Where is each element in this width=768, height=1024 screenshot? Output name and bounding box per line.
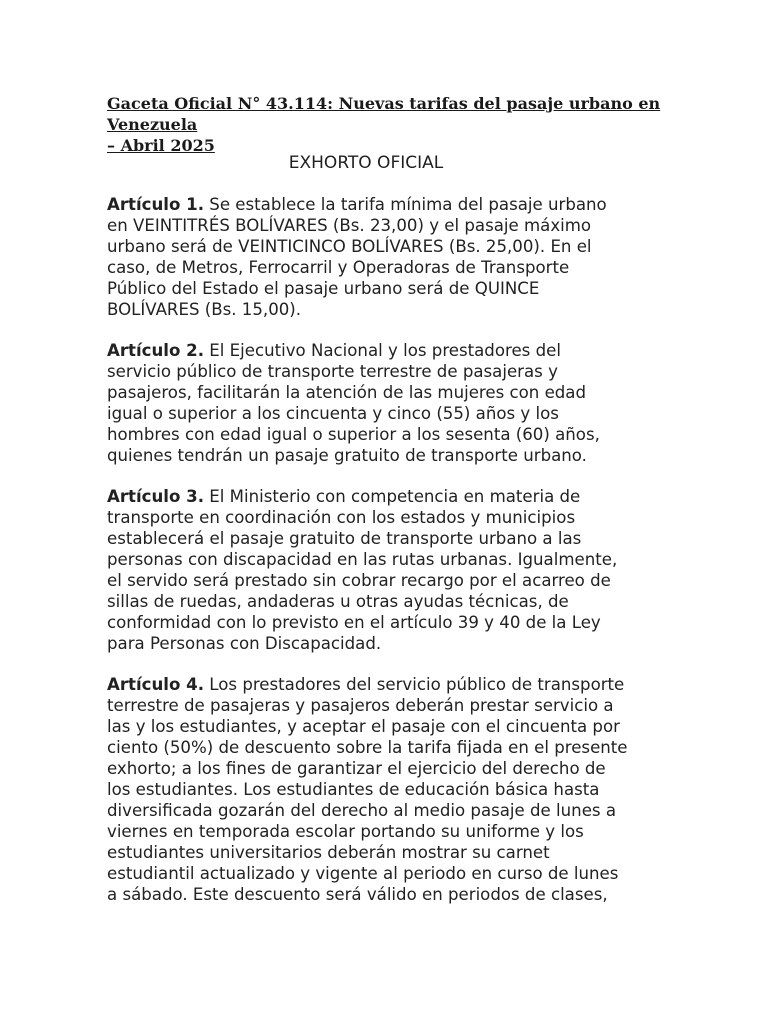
article-1 [107,194,662,320]
article-4-line-11: a sábado. Este descuento será válido en periodos de clases, [107,885,608,904]
article-2-line-5: hombres con edad igual o superior a los sesenta (60) años, [107,425,600,444]
article-1-label: Artículo 1. [107,195,205,214]
article-4-line-1: Los prestadores del servicio público de transporte [204,675,625,694]
document-subtitle: EXHORTO OFICIAL [288,153,444,173]
document-title-line-1: Gaceta Oficial N° 43.114: Nuevas tarifas del pasaje urbano en Venezuela [107,94,661,134]
article-3-line-4: personas con discapacidad en las rutas urbanas. Igualmente, [107,550,618,569]
document-title [107,93,667,156]
article-3-line-6: sillas de ruedas, andaderas u otras ayudas técnicas, de [107,592,569,611]
article-4-line-7: diversificada gozarán del derecho al medio pasaje de lunes a [107,801,616,820]
article-3-line-3: establecerá el pasaje gratuito de transporte urbano a las [107,529,582,548]
article-4-line-10: estudiantil actualizado y vigente al periodo en curso de lunes [107,864,619,883]
article-4-line-8: viernes en temporada escolar portando su uniforme y los [107,822,584,841]
article-3-line-8: para Personas con Discapacidad. [107,634,382,653]
article-3-line-2: transporte en coordinación con los estados y municipios [107,508,576,527]
article-4-line-4: ciento (50%) de descuento sobre la tarifa fijada en el presente [107,738,628,757]
article-1-line-4: caso, de Metros, Ferrocarril y Operadoras de Transporte [107,258,570,277]
document-title-line-2: – Abril 2025 [107,136,215,155]
article-2-line-3: pasajeros, facilitarán la atención de las mujeres con edad [107,383,587,402]
article-3-label: Artículo 3. [107,487,205,506]
article-3-line-5: el servido será prestado sin cobrar recargo por el acarreo de [107,571,611,590]
article-2-line-2: servicio público de transporte terrestre de pasajeras y [107,362,558,381]
article-1-line-5: Público del Estado el pasaje urbano será de QUINCE [107,279,540,298]
article-2-line-4: igual o superior a los cincuenta y cinco (55) años y los [107,404,559,423]
article-4-line-2: terrestre de pasajeras y pasajeros deberán prestar servicio a [107,696,614,715]
article-4-line-5: exhorto; a los fines de garantizar el ejercicio del derecho de [107,759,606,778]
article-3-line-7: conformidad con lo previsto en el artículo 39 y 40 de la Ley [107,613,601,632]
article-3 [107,486,662,654]
article-3-line-1: El Ministerio con competencia en materia de [204,487,581,506]
article-2-line-6: quienes tendrán un pasaje gratuito de transporte urbano. [107,446,587,465]
article-1-line-3: urbano será de VEINTICINCO BOLÍVARES (Bs. 25,00). En el [107,237,592,256]
article-1-line-1: Se establece la tarifa mínima del pasaje urbano [204,195,607,214]
article-2-label: Artículo 2. [107,341,205,360]
article-2 [107,340,662,466]
article-1-line-6: BOLÍVARES (Bs. 15,00). [107,300,302,319]
article-2-line-1: El Ejecutivo Nacional y los prestadores del [204,341,561,360]
article-4 [107,674,662,905]
article-1-line-2: en VEINTITRÉS BOLÍVARES (Bs. 23,00) y el pasaje máximo [107,216,592,235]
article-4-line-9: estudiantes universitarios deberán mostrar su carnet [107,843,550,862]
article-4-label: Artículo 4. [107,675,205,694]
article-4-line-3: las y los estudiantes, y aceptar el pasaje con el cincuenta por [107,717,620,736]
article-4-line-6: los estudiantes. Los estudiantes de educación básica hasta [107,780,600,799]
